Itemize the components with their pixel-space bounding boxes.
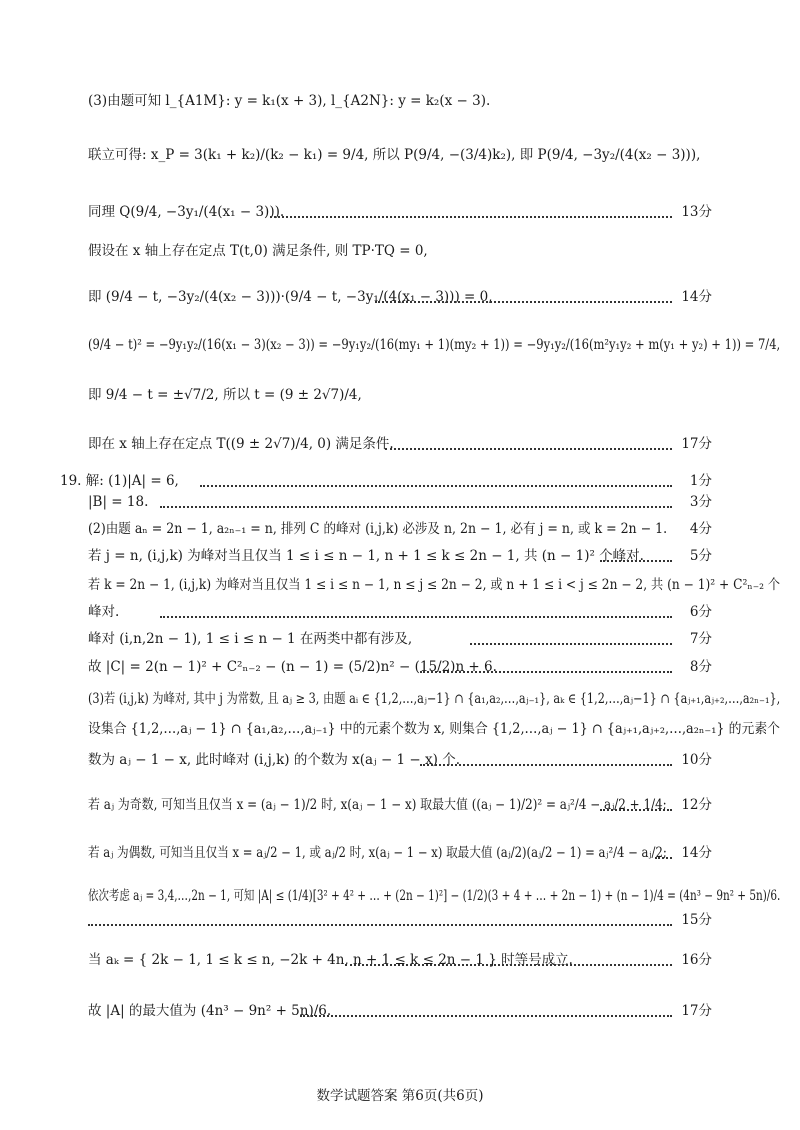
line-text: 故 |A| 的最大值为 (4n³ − 9n² + 5n)/6.: [88, 1003, 332, 1019]
line-text: 峰对 (i,n,2n − 1), 1 ≤ i ≤ n − 1 在两类中都有涉及,: [88, 631, 413, 647]
score-mark: 16分: [681, 952, 712, 968]
answer-line: [0, 945, 800, 975]
answer-line: [0, 429, 800, 459]
line-text: 若 j = n, (i,j,k) 为峰对当且仅当 1 ≤ i ≤ n − 1, n + 1 ≤ k ≤ 2n − 1, 共 (n − 1)² 个峰对.: [88, 548, 644, 564]
dot-leader: [160, 506, 672, 508]
score-mark: 13分: [681, 204, 712, 220]
dot-leader: [160, 616, 672, 618]
score-mark: 17分: [681, 436, 712, 452]
line-text: (2)由题 aₙ = 2n − 1, a₂ₙ₋₁ = n, 排列 C 的峰对 (i,j,k) 必涉及 n, 2n − 1, 必有 j = n, 或 k = 2n − 1.: [88, 521, 668, 537]
answer-line: [0, 282, 800, 312]
dot-leader: [375, 301, 672, 303]
page-footer: 数学试题答案 第6页(共6页): [316, 1088, 484, 1104]
dot-leader: [420, 764, 672, 766]
answer-line: [0, 996, 800, 1026]
score-mark: 4分: [689, 521, 712, 537]
score-mark: 14分: [681, 845, 712, 861]
score-mark: 3分: [689, 494, 712, 510]
score-mark: 1分: [689, 473, 712, 489]
line-text: 即 (9/4 − t, −3y₂/(4(x₂ − 3)))·(9/4 − t, −3y₁/(4(x₁ − 3))) = 0,: [88, 289, 493, 305]
dot-leader: [420, 671, 672, 673]
line-text: (3)若 (i,j,k) 为峰对, 其中 j 为常数, 且 aⱼ ≥ 3, 由题 aᵢ ∈ {1,2,…,aⱼ−1} ∩ {a₁,a₂,…,aⱼ₋₁}, aₖ ∈ {1,2,…,aⱼ−1} ∩ {aⱼ₊₁,aⱼ₊₂,…,a₂ₙ₋₁},: [88, 691, 781, 707]
answer-line: [0, 236, 800, 266]
dot-leader: [270, 216, 672, 218]
score-mark: 7分: [689, 631, 712, 647]
line-text: 数为 aⱼ − 1 − x, 此时峰对 (i,j,k) 的个数为 x(aⱼ − 1 − x) 个.: [88, 752, 460, 768]
answer-line: [0, 652, 800, 682]
score-mark: 12分: [681, 797, 712, 813]
answer-line: [0, 140, 800, 170]
line-text: 联立可得: x_P = 3(k₁ + k₂)/(k₂ − k₁) = 9/4, 所以 P(9/4, −(3/4)k₂), 即 P(9/4, −3y₂/(4(x₂ − 3))),: [88, 147, 701, 163]
line-text: 设集合 {1,2,…,aⱼ − 1} ∩ {a₁,a₂,…,aⱼ₋₁} 中的元素个数为 x, 则集合 {1,2,…,aⱼ − 1} ∩ {aⱼ₊₁,aⱼ₊₂,…,a₂ₙ₋₁} 的元素个: [88, 721, 781, 737]
line-text: 19. 解: (1)|A| = 6,: [60, 473, 179, 489]
answer-line: [0, 905, 800, 935]
answer-line: [0, 570, 800, 600]
line-text: 当 aₖ = { 2k − 1, 1 ≤ k ≤ n, −2k + 4n, n + 1 ≤ k ≤ 2n − 1 } 时等号成立.: [88, 952, 573, 968]
dot-leader: [385, 448, 672, 450]
dot-leader: [600, 560, 672, 562]
answer-line: [0, 541, 800, 571]
line-text: 即在 x 轴上存在定点 T((9 ± 2√7)/4, 0) 满足条件.: [88, 436, 394, 452]
line-text: 假设在 x 轴上存在定点 T(t,0) 满足条件, 则 TP·TQ = 0,: [88, 243, 428, 259]
line-text: (3)由题可知 l_{A1M}: y = k₁(x + 3), l_{A2N}: y = k₂(x − 3).: [88, 93, 491, 109]
line-text: 峰对.: [88, 604, 120, 620]
line-text: 若 k = 2n − 1, (i,j,k) 为峰对当且仅当 1 ≤ i ≤ n − 1, n ≤ j ≤ 2n − 2, 或 n + 1 ≤ i < j ≤ 2n − 2, 共 (n − 1)² + C²ₙ₋₂ 个: [88, 577, 781, 593]
dot-leader: [300, 1015, 672, 1017]
answer-line: [0, 380, 800, 410]
dot-leader: [470, 643, 672, 645]
answer-line: [0, 624, 800, 654]
dot-leader: [345, 964, 672, 966]
answer-line: [0, 790, 800, 820]
dot-leader: [88, 924, 672, 926]
score-mark: 15分: [681, 912, 712, 928]
line-text: |B| = 18.: [88, 494, 149, 510]
answer-line: [0, 487, 800, 517]
line-text: 若 aⱼ 为偶数, 可知当且仅当 x = aⱼ/2 − 1, 或 aⱼ/2 时, x(aⱼ − 1 − x) 取最大值 (aⱼ/2)(aⱼ/2 − 1) = aⱼ²/4 − aⱼ/2;: [88, 845, 667, 861]
score-mark: 10分: [681, 752, 712, 768]
answer-line: [0, 684, 800, 714]
score-mark: 14分: [681, 289, 712, 305]
line-text: 同理 Q(9/4, −3y₁/(4(x₁ − 3))).: [88, 204, 285, 220]
score-mark: 17分: [681, 1003, 712, 1019]
answer-line: [0, 838, 800, 868]
line-text: 故 |C| = 2(n − 1)² + C²ₙ₋₂ − (n − 1) = (5/2)n² − (15/2)n + 6.: [88, 659, 497, 675]
answer-line: [0, 330, 800, 360]
score-mark: 5分: [689, 548, 712, 564]
score-mark: 8分: [689, 659, 712, 675]
answer-line: [0, 597, 800, 627]
answer-line: [0, 745, 800, 775]
answer-line: [0, 714, 800, 744]
line-text: (9/4 − t)² = −9y₁y₂/(16(x₁ − 3)(x₂ − 3)) = −9y₁y₂/(16(my₁ + 1)(my₂ + 1)) = −9y₁y₂/(16(m²y₁y₂ + m(y₁ + y₂) + 1)) = 7/4,: [88, 337, 781, 353]
score-mark: 6分: [689, 604, 712, 620]
line-text: 即 9/4 − t = ±√7/2, 所以 t = (9 ± 2√7)/4,: [88, 387, 362, 403]
answer-line: [0, 86, 800, 116]
answer-line: [0, 197, 800, 227]
dot-leader: [655, 857, 672, 859]
line-text: 若 aⱼ 为奇数, 可知当且仅当 x = (aⱼ − 1)/2 时, x(aⱼ − 1 − x) 取最大值 ((aⱼ − 1)/2)² = aⱼ²/4 − aⱼ/2 + 1/4;: [88, 797, 667, 813]
line-text: 依次考虑 aⱼ = 3,4,…,2n − 1, 可知 |A| ≤ (1/4)[3² + 4² + … + (2n − 1)²] − (1/2)(3 + 4 + … + 2n − 1) + (n − 1)/4 = (4n³ − 9n² + 5n)/6.: [88, 888, 781, 904]
answer-line: [0, 514, 800, 544]
dot-leader: [600, 809, 672, 811]
